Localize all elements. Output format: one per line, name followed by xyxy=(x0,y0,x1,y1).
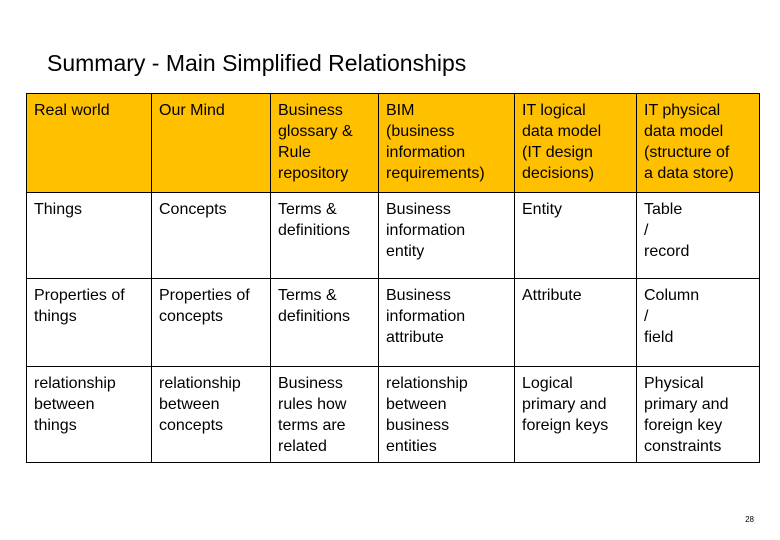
table-cell xyxy=(515,193,637,279)
table-cell xyxy=(271,193,379,279)
cell-text-line: Terms & xyxy=(278,287,337,304)
table-cell xyxy=(379,193,515,279)
table-cell xyxy=(27,367,152,463)
header-cell xyxy=(27,94,152,193)
slide-title: Summary - Main Simplified Relationships xyxy=(47,50,467,76)
table-cell xyxy=(515,279,637,367)
table-row xyxy=(27,279,760,367)
cell-text-line: Business xyxy=(386,201,451,218)
cell-text-line: record xyxy=(644,243,690,260)
cell-text-line: things xyxy=(34,308,77,325)
cell-text-line: Logical xyxy=(522,375,573,392)
cell-text-line: definitions xyxy=(278,308,351,325)
cell-text-line: glossary & xyxy=(278,123,353,140)
cell-text-line: constraints xyxy=(644,438,722,455)
cell-text-line: (business xyxy=(386,123,455,140)
cell-text-line: Entity xyxy=(522,201,563,218)
cell-text-line: foreign key xyxy=(644,417,723,434)
cell-text-line: related xyxy=(278,438,327,455)
cell-text-line: field xyxy=(644,329,674,346)
cell-text-line: Concepts xyxy=(159,201,227,218)
cell-text-line: relationship xyxy=(159,375,241,392)
cell-text-line: Physical xyxy=(644,375,704,392)
header-cell xyxy=(379,94,515,193)
cell-text-line: definitions xyxy=(278,222,351,239)
cell-text-line: data model xyxy=(644,123,724,140)
cell-text-line: Properties of xyxy=(34,287,125,304)
cell-text-line: Business xyxy=(278,375,343,392)
cell-text-line: Terms & xyxy=(278,201,337,218)
cell-text-line: concepts xyxy=(159,308,224,325)
table-header-row xyxy=(27,94,760,193)
table-cell xyxy=(27,193,152,279)
cell-text-line: requirements) xyxy=(386,165,485,182)
cell-text-line: relationship xyxy=(386,375,468,392)
table-cell xyxy=(637,193,760,279)
table-cell xyxy=(637,367,760,463)
table-cell xyxy=(379,367,515,463)
cell-text-line: Table xyxy=(644,201,683,218)
cell-text-line: Business xyxy=(386,287,451,304)
cell-text-line: repository xyxy=(278,165,349,182)
cell-text-line: decisions) xyxy=(522,165,595,182)
table-cell xyxy=(271,279,379,367)
cell-text-line: Real world xyxy=(34,102,110,119)
cell-text-line: IT physical xyxy=(644,102,721,119)
cell-text-line: a data store) xyxy=(644,165,734,182)
header-cell xyxy=(637,94,760,193)
header-cell xyxy=(152,94,271,193)
table-cell xyxy=(515,367,637,463)
table-cell xyxy=(379,279,515,367)
cell-text-line: concepts xyxy=(159,417,224,434)
cell-text-line: entity xyxy=(386,243,425,260)
cell-text-line: BIM xyxy=(386,102,415,119)
cell-text-line: between xyxy=(386,396,447,413)
table-cell xyxy=(152,279,271,367)
cell-text-line: between xyxy=(159,396,220,413)
cell-text-line: IT logical xyxy=(522,102,586,119)
cell-text-line: primary and xyxy=(522,396,607,413)
cell-text-line: Things xyxy=(34,201,83,218)
table-row xyxy=(27,193,760,279)
header-cell xyxy=(271,94,379,193)
cell-text-line: (structure of xyxy=(644,144,730,161)
cell-text-line: Column xyxy=(644,287,700,304)
cell-text-line: attribute xyxy=(386,329,444,346)
cell-text-line: Rule xyxy=(278,144,311,161)
cell-text-line: (IT design xyxy=(522,144,593,161)
cell-text-line: information xyxy=(386,308,466,325)
table-cell xyxy=(152,367,271,463)
cell-text-line: entities xyxy=(386,438,437,455)
table-cell xyxy=(152,193,271,279)
cell-text-line: terms are xyxy=(278,417,346,434)
table-cell xyxy=(271,367,379,463)
table-cell xyxy=(637,279,760,367)
relationships-table xyxy=(26,93,760,463)
cell-text-line: information xyxy=(386,144,466,161)
cell-text-line: primary and xyxy=(644,396,729,413)
cell-text-line: Attribute xyxy=(522,287,582,304)
cell-text-line: / xyxy=(644,222,649,239)
cell-text-line: business xyxy=(386,417,450,434)
table-row xyxy=(27,367,760,463)
cell-text-line: Our Mind xyxy=(159,102,225,119)
header-cell xyxy=(515,94,637,193)
cell-text-line: data model xyxy=(522,123,602,140)
page-number: 28 xyxy=(745,515,754,524)
cell-text-line: Business xyxy=(278,102,343,119)
cell-text-line: Properties of xyxy=(159,287,250,304)
table-cell xyxy=(27,279,152,367)
cell-text-line: things xyxy=(34,417,77,434)
cell-text-line: relationship xyxy=(34,375,116,392)
cell-text-line: / xyxy=(644,308,649,325)
cell-text-line: between xyxy=(34,396,95,413)
cell-text-line: foreign keys xyxy=(522,417,609,434)
cell-text-line: information xyxy=(386,222,466,239)
cell-text-line: rules how xyxy=(278,396,347,413)
